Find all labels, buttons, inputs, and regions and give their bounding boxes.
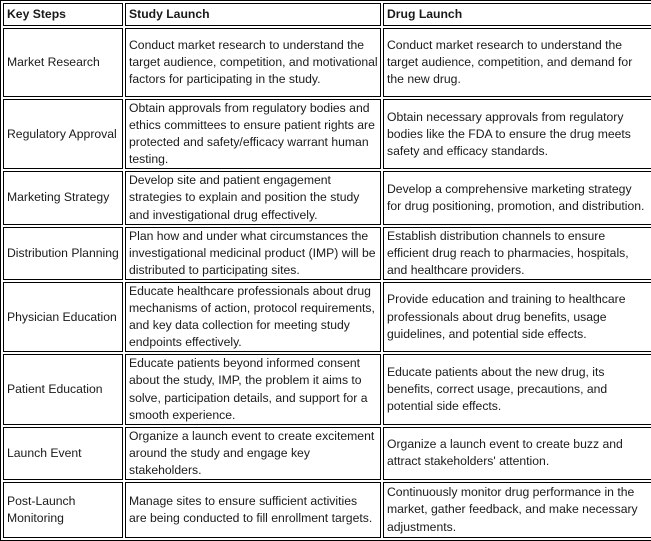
table-header [3,3,651,26]
key-step-cell: Post-Launch Monitoring [3,482,123,538]
key-step-cell: Distribution Planning [3,227,123,280]
study-launch-cell: Obtain approvals from regulatory bodies and ethics committees to ensure patient rights are protected and safety/efficacy warrant human testing. [125,99,381,169]
table-row [3,354,651,424]
header-drug-launch: Drug Launch [383,3,651,26]
table-row [3,28,651,97]
header-row [3,3,651,26]
drug-launch-cell: Establish distribution channels to ensure efficient drug reach to pharmacies, hospitals, and healthcare providers. [383,227,651,280]
study-launch-cell: Manage sites to ensure sufficient activities are being conducted to fill enrollment targets. [125,482,381,538]
header-key-steps: Key Steps [3,3,123,26]
study-launch-cell: Develop site and patient engagement strategies to explain and position the study and investigational drug effectively. [125,171,381,224]
study-launch-cell: Conduct market research to understand the target audience, competition, and motivational factors for participating in the study. [125,28,381,97]
table-row [3,171,651,224]
table-body [3,28,651,538]
key-step-cell: Market Research [3,28,123,97]
key-step-cell: Physician Education [3,282,123,352]
drug-launch-cell: Continuously monitor drug performance in the market, gather feedback, and make necessary adjustments. [383,482,651,538]
drug-launch-cell: Organize a launch event to create buzz and attract stakeholders' attention. [383,427,651,480]
study-launch-cell: Educate healthcare professionals about drug mechanisms of action, protocol requirements, and key data collection for meeting study endpoints effectively. [125,282,381,352]
key-step-cell: Patient Education [3,354,123,424]
key-step-cell: Marketing Strategy [3,171,123,224]
study-launch-cell: Plan how and under what circumstances the investigational medicinal product (IMP) will be distributed to participating sites. [125,227,381,280]
table-row [3,99,651,169]
table-row [3,282,651,352]
key-step-cell: Regulatory Approval [3,99,123,169]
study-launch-cell: Educate patients beyond informed consent about the study, IMP, the problem it aims to solve, participation details, and support for a smooth experience. [125,354,381,424]
drug-launch-cell: Conduct market research to understand the target audience, competition, and demand for the new drug. [383,28,651,97]
key-step-cell: Launch Event [3,427,123,480]
drug-launch-cell: Provide education and training to healthcare professionals about drug benefits, usage guidelines, and potential side effects. [383,282,651,352]
table-row [3,427,651,480]
drug-launch-cell: Educate patients about the new drug, its benefits, correct usage, precautions, and potential side effects. [383,354,651,424]
study-launch-cell: Organize a launch event to create excitement around the study and engage key stakeholders. [125,427,381,480]
drug-launch-cell: Develop a comprehensive marketing strategy for drug positioning, promotion, and distribution. [383,171,651,224]
table-row [3,482,651,538]
table-row [3,227,651,280]
header-study-launch: Study Launch [125,3,381,26]
drug-launch-cell: Obtain necessary approvals from regulatory bodies like the FDA to ensure the drug meets safety and efficacy standards. [383,99,651,169]
